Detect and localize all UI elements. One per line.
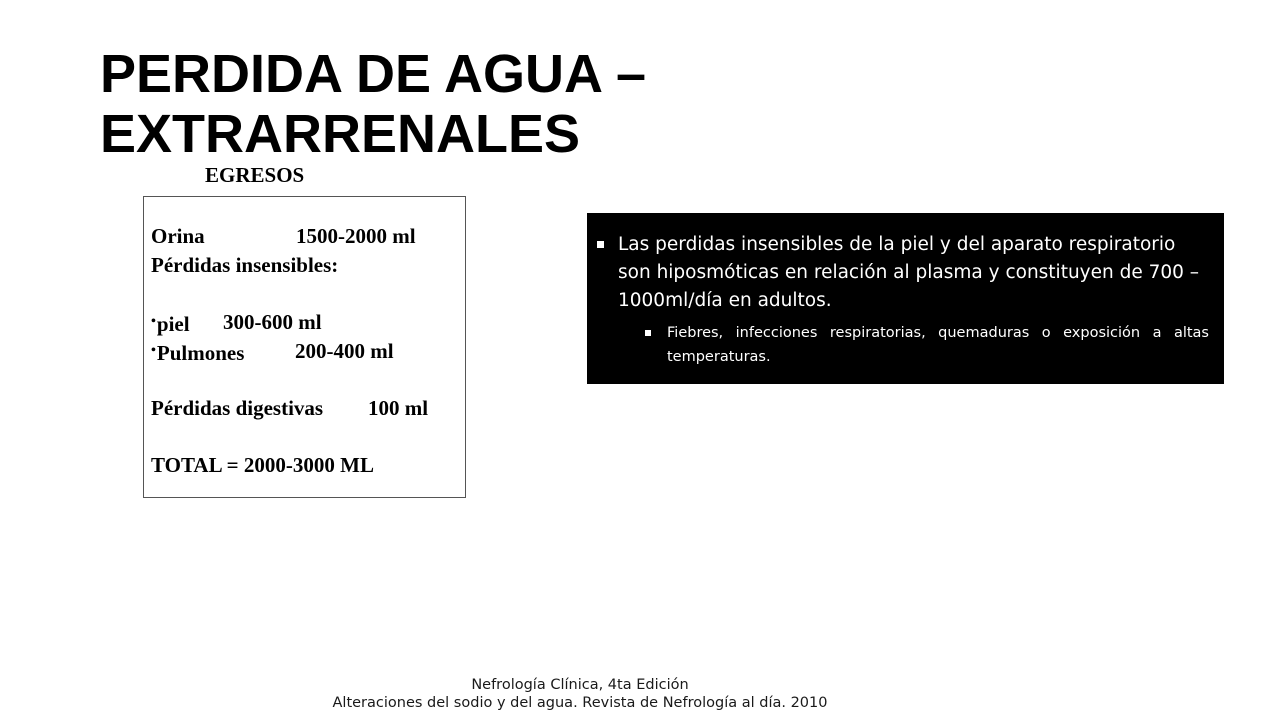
egresos-row-orina	[151, 224, 416, 248]
egresos-table	[143, 196, 466, 498]
egresos-caption: EGRESOS	[205, 163, 305, 187]
egresos-row-label: TOTAL = 2000-3000 ML	[151, 453, 374, 477]
square-bullet-icon	[645, 330, 651, 336]
footer-line-1: Nefrología Clínica, 4ta Edición	[471, 677, 689, 693]
egresos-row-value: 1500-2000 ml	[296, 224, 416, 248]
egresos-row-label: Pérdidas insensibles:	[151, 253, 339, 277]
egresos-row-label: Pérdidas digestivas	[151, 396, 324, 420]
egresos-row-value: 200-400 ml	[295, 339, 394, 363]
slide-title	[100, 44, 1000, 164]
egresos-row-label: Orina	[151, 224, 205, 248]
egresos-row-total	[151, 453, 374, 477]
egresos-row-perdidas-digestivas	[151, 396, 429, 420]
bullet-icon: •	[151, 314, 156, 329]
footer-line-2: Alteraciones del sodio y del agua. Revista de Nefrología al día. 2010	[332, 695, 828, 711]
egresos-row-value: 300-600 ml	[223, 310, 322, 334]
footer-citation	[320, 676, 840, 712]
egresos-row-label: Pulmones	[156, 341, 245, 365]
egresos-row-value: 100 ml	[368, 396, 429, 420]
square-bullet-icon	[597, 241, 604, 248]
slide-title-line-2: EXTRARRENALES	[100, 104, 581, 164]
egresos-row-pulmones	[151, 339, 394, 365]
slide-title-line-1: PERDIDA DE AGUA –	[100, 44, 647, 104]
main-bullet-text: Las perdidas insensibles de la piel y del aparato respiratorio son hiposmóticas en relación al plasma y constituyen de 700 – 1000ml/día en adultos.	[618, 234, 1200, 311]
sub-bullet	[645, 321, 1209, 369]
egresos-row-label: piel	[156, 312, 190, 336]
main-bullet	[597, 231, 1209, 315]
egresos-row-piel	[151, 310, 322, 336]
bullet-panel	[587, 213, 1224, 384]
bullet-icon: •	[151, 343, 156, 358]
sub-bullet-text: Fiebres, infecciones respiratorias, quemaduras o exposición a altas temperaturas.	[667, 325, 1209, 365]
egresos-row-perdidas-insensibles	[151, 253, 338, 277]
